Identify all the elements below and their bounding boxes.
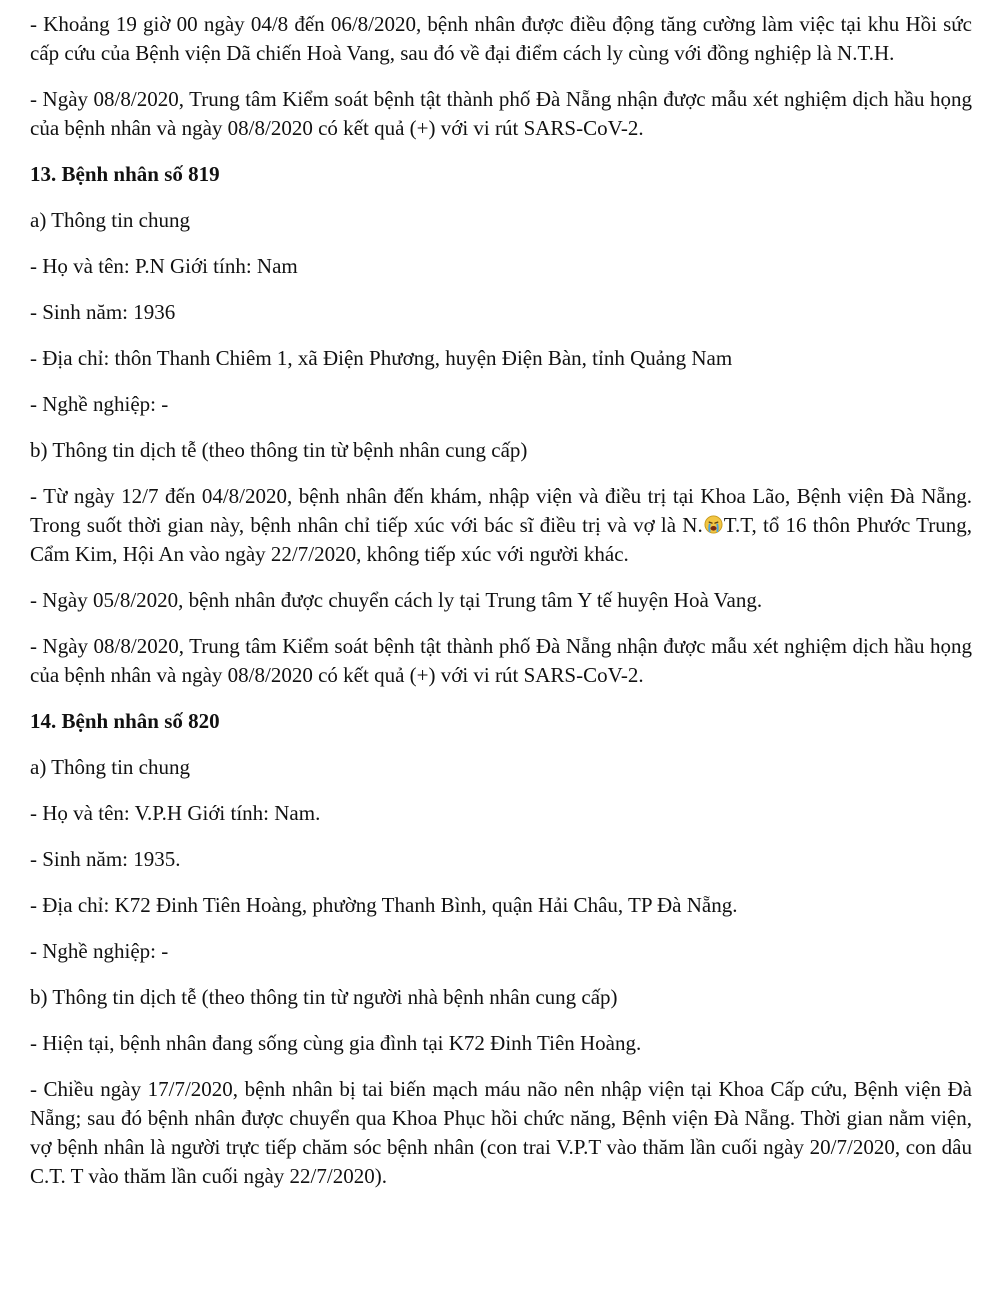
patient-819-birth-year: - Sinh năm: 1936 [30, 300, 176, 324]
patient-820-epi-title: b) Thông tin dịch tễ (theo thông tin từ người nhà bệnh nhân cung cấp) [30, 985, 618, 1009]
patient-820-address: - Địa chỉ: K72 Đinh Tiên Hoàng, phường Thanh Bình, quận Hải Châu, TP Đà Nẵng. [30, 893, 738, 917]
patient-819-occupation: - Nghề nghiệp: - [30, 392, 169, 416]
patient-819-epi-hospital [30, 482, 972, 569]
paragraph-test-result: - Ngày 08/8/2020, Trung tâm Kiểm soát bệnh tật thành phố Đà Nẵng nhận được mẫu xét nghiệm dịch hầu họng của bệnh nhân và ngày 08/8/2020 có kết quả (+) với vi rút SARS-CoV-2. [30, 87, 972, 140]
patient-819-heading: 13. Bệnh nhân số 819 [30, 162, 220, 186]
patient-820-occupation: - Nghề nghiệp: - [30, 939, 169, 963]
patient-819-general-title: a) Thông tin chung [30, 208, 191, 232]
patient-819-epi-test-result: - Ngày 08/8/2020, Trung tâm Kiểm soát bệnh tật thành phố Đà Nẵng nhận được mẫu xét nghiệm dịch hầu họng của bệnh nhân và ngày 08/8/2020 có kết quả (+) với vi rút SARS-CoV-2. [30, 634, 972, 687]
patient-819-epi-title: b) Thông tin dịch tễ (theo thông tin từ bệnh nhân cung cấp) [30, 438, 528, 462]
patient-819-name-gender: - Họ và tên: P.N Giới tính: Nam [30, 254, 298, 278]
patient-819-epi-hospital-before: - Từ ngày 12/7 đến 04/8/2020, bệnh nhân đến khám, nhập viện và điều trị tại Khoa Lão, Bệnh viện Đà Nẵng. Trong suốt thời gian này, bệnh nhân chỉ tiếp xúc với bác sĩ điều trị và vợ là N. [30, 484, 972, 537]
patient-819-epi-hospital-after: T.T, tổ 16 thôn Phước Trung, Cẩm Kim, Hội An vào ngày 22/7/2020, không tiếp xúc với người khác. [30, 513, 972, 566]
patient-819-epi-quarantine: - Ngày 05/8/2020, bệnh nhân được chuyển cách ly tại Trung tâm Y tế huyện Hoà Vang. [30, 588, 763, 612]
crying-face-icon [704, 515, 723, 534]
paragraph-transfer-hoa-vang: - Khoảng 19 giờ 00 ngày 04/8 đến 06/8/2020, bệnh nhân được điều động tăng cường làm việc tại khu Hồi sức cấp cứu của Bệnh viện Dã chiến Hoà Vang, sau đó về đại điểm cách ly cùng với đồng nghiệp là N.T.H. [30, 12, 972, 65]
patient-820-epi-hospital: - Chiều ngày 17/7/2020, bệnh nhân bị tai biến mạch máu não nên nhập viện tại Khoa Cấp cứu, Bệnh viện Đà Nẵng; sau đó bệnh nhân được chuyển qua Khoa Phục hồi chức năng, Bệnh viện Đà Nẵng. Thời gian nằm viện, vợ bệnh nhân là người trực tiếp chăm sóc bệnh nhân (con trai V.P.T vào thăm lần cuối ngày 20/7/2020, con dâu C.T. T vào thăm lần cuối ngày 22/7/2020). [30, 1077, 972, 1188]
patient-820-birth-year: - Sinh năm: 1935. [30, 847, 181, 871]
document-page [30, 10, 972, 1208]
patient-819-address: - Địa chỉ: thôn Thanh Chiêm 1, xã Điện Phương, huyện Điện Bàn, tỉnh Quảng Nam [30, 346, 733, 370]
patient-820-epi-living: - Hiện tại, bệnh nhân đang sống cùng gia đình tại K72 Đinh Tiên Hoàng. [30, 1031, 642, 1055]
patient-820-heading: 14. Bệnh nhân số 820 [30, 709, 220, 733]
patient-820-general-title: a) Thông tin chung [30, 755, 191, 779]
patient-820-name-gender: - Họ và tên: V.P.H Giới tính: Nam. [30, 801, 321, 825]
